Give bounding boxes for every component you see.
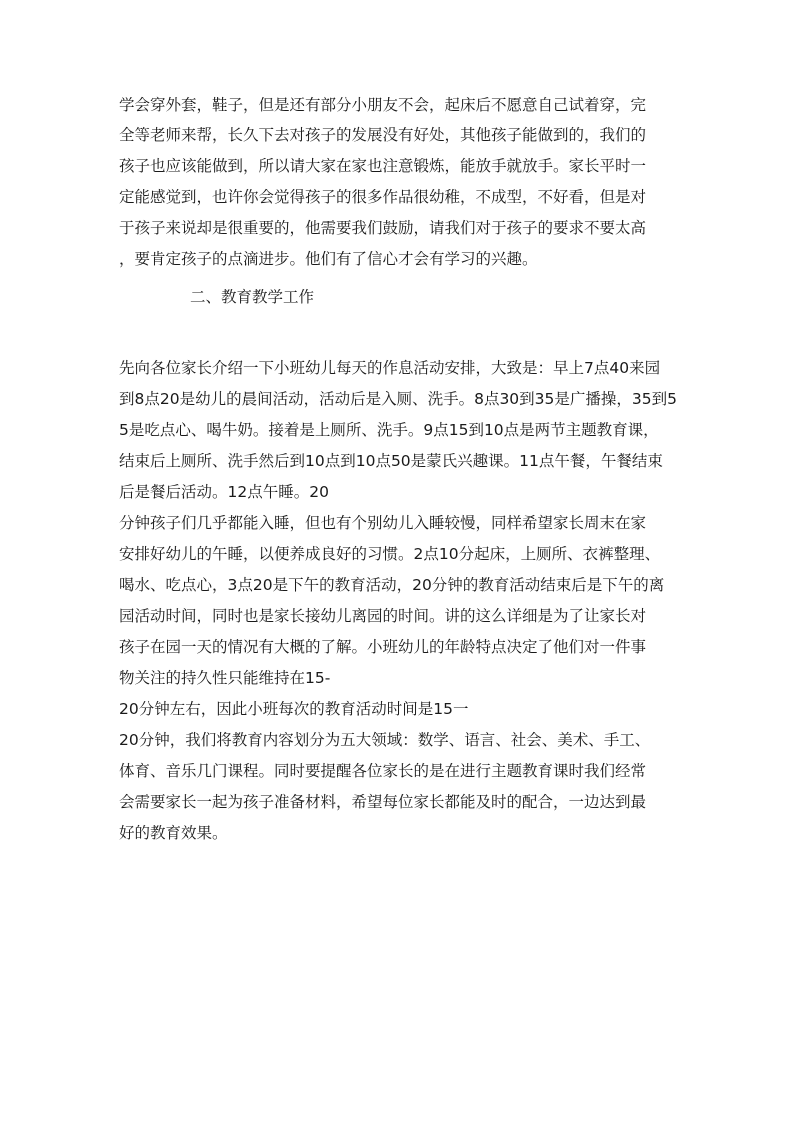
paragraph-2-line: 20分钟左右，因此小班每次的教育活动时间是15一 <box>119 700 469 718</box>
paragraph-2-line: 先向各位家长介绍一下小班幼儿每天的作息活动安排，大致是：早上7点40来园 <box>119 359 661 377</box>
paragraph-2-line: 分钟孩子们几乎都能入睡，但也有个别幼儿入睡较慢，同样希望家长周末在家 <box>119 514 647 532</box>
paragraph-2-line: 后是餐后活动。12点午睡。20 <box>119 483 329 501</box>
paragraph-2-line: 结束后上厕所、洗手然后到10点到10点50是蒙氏兴趣课。11点午餐，午餐结束 <box>119 452 663 470</box>
paragraph-2-line: 好的教育效果。 <box>119 824 228 842</box>
paragraph-2-line: 体育、音乐几门课程。同时要提醒各位家长的是在进行主题教育课时我们经常 <box>119 762 647 780</box>
section-heading: 二、教育教学工作 <box>190 288 315 306</box>
paragraph-1-line: 学会穿外套，鞋子，但是还有部分小朋友不会，起床后不愿意自己试着穿，完 <box>119 96 647 114</box>
paragraph-2-line: 安排好幼儿的午睡，以便养成良好的习惯。2点10分起床，上厕所、衣裤整理、 <box>119 545 661 563</box>
paragraph-2-line: 喝水、吃点心，3点20是下午的教育活动，20分钟的教育活动结束后是下午的离 <box>119 576 665 594</box>
paragraph-1-line: 孩子也应该能做到，所以请大家在家也注意锻炼，能放手就放手。家长平时一 <box>119 157 647 175</box>
paragraph-1-line: 于孩子来说却是很重要的，他需要我们鼓励，请我们对于孩子的要求不要太高 <box>119 219 647 237</box>
paragraph-2-line: 园活动时间，同时也是家长接幼儿离园的时间。讲的这么详细是为了让家长对 <box>119 607 647 625</box>
paragraph-1-line: 全等老师来帮，长久下去对孩子的发展没有好处，其他孩子能做到的，我们的 <box>119 126 647 144</box>
paragraph-2-line: 孩子在园一天的情况有大概的了解。小班幼儿的年龄特点决定了他们对一件事 <box>119 638 647 656</box>
paragraph-2-line: 会需要家长一起为孩子准备材料，希望每位家长都能及时的配合，一边达到最 <box>119 793 647 811</box>
paragraph-2-line: 5是吃点心、喝牛奶。接着是上厕所、洗手。9点15到10点是两节主题教育课， <box>119 421 659 439</box>
paragraph-2-line: 到8点20是幼儿的晨间活动，活动后是入厕、洗手。8点30到35是广播操，35到5 <box>119 390 677 408</box>
paragraph-1-line: 定能感觉到，也许你会觉得孩子的很多作品很幼稚，不成型，不好看，但是对 <box>119 188 647 206</box>
paragraph-1-line: ，要肯定孩子的点滴进步。他们有了信心才会有学习的兴趣。 <box>119 250 538 268</box>
paragraph-2-line: 物关注的持久性只能维持在15- <box>119 669 331 687</box>
paragraph-2-line: 20分钟，我们将教育内容划分为五大领域：数学、语言、社会、美术、手工、 <box>119 731 651 749</box>
